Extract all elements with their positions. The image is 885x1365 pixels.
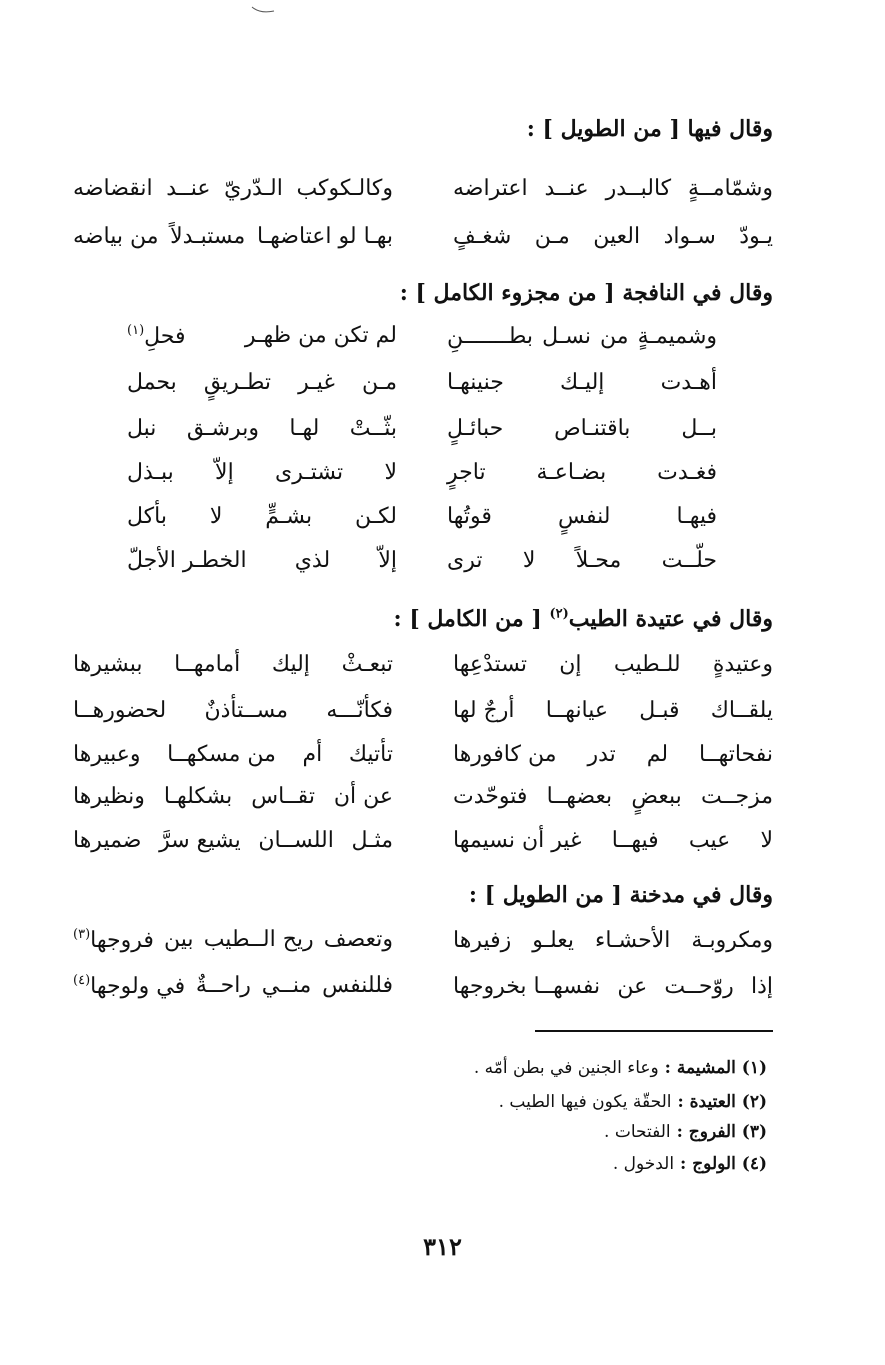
- word: تاجرٍ: [447, 459, 486, 485]
- word: من: [600, 323, 629, 349]
- word: وعبيرها: [73, 741, 141, 767]
- word: باقتنـاص: [554, 415, 631, 441]
- hemistich-second: [73, 784, 393, 809]
- hemistich-second: [73, 224, 393, 249]
- verse-line: [73, 820, 773, 860]
- word: أهـدت: [660, 369, 717, 395]
- word: وكالـكوكب: [296, 175, 393, 201]
- word: فيهـا: [676, 503, 717, 529]
- hemistich-first: [447, 324, 717, 349]
- word: لا: [522, 547, 536, 573]
- footnote-number: (٤): [741, 1154, 767, 1174]
- hemistich-first: [453, 784, 773, 809]
- hemistich-second: [127, 460, 397, 485]
- word: محـلاً: [575, 547, 622, 573]
- word: إلاّ: [215, 459, 234, 485]
- word: عنــد: [544, 175, 589, 201]
- word: للـطيب: [613, 651, 681, 677]
- verse-line: [73, 776, 773, 816]
- verse-line: [127, 408, 717, 448]
- word-text: في ولوجها: [90, 973, 186, 999]
- footnote: [604, 1122, 767, 1142]
- verse-line: [127, 362, 717, 402]
- hemistich-second: [73, 742, 393, 767]
- word: نفحاتهــا: [698, 741, 773, 767]
- word: بشـمٍّ: [265, 503, 313, 529]
- hemistich-first: [453, 828, 773, 853]
- word: ببـذل: [127, 459, 174, 485]
- word: بطـــــــنِ: [447, 323, 534, 349]
- word: بحمل: [127, 369, 177, 395]
- word: وشمّامــةٍ: [688, 175, 773, 201]
- word: لنفسٍ: [557, 503, 611, 529]
- word: [127, 323, 186, 348]
- footnote-number: (١): [741, 1058, 767, 1078]
- footnote-marker: (١): [127, 323, 145, 339]
- hemistich-second: [127, 323, 397, 348]
- word: بثّــتْ: [349, 415, 397, 441]
- hemistich-first: [447, 460, 717, 485]
- word: تدر: [587, 741, 616, 767]
- word: ضميرها: [73, 827, 142, 853]
- word: لكـن: [354, 503, 397, 529]
- verse-line: [73, 216, 773, 256]
- word: عن: [617, 973, 648, 999]
- word: ونظيرها: [73, 783, 145, 809]
- hemistich-second: [127, 548, 397, 573]
- word: اعتراضه: [453, 175, 528, 201]
- word: قبـل: [639, 697, 680, 723]
- word: لا: [384, 459, 397, 485]
- verse-line: [73, 644, 773, 684]
- word-text: فروجها: [90, 927, 154, 953]
- word: ومكروبـة: [691, 927, 773, 953]
- footnote-term: الفروج :: [676, 1122, 736, 1142]
- word: فيهــا: [611, 827, 659, 853]
- word: فتوحّدت: [453, 783, 528, 809]
- verse-line: [73, 920, 773, 960]
- footnote-term: المشيمة :: [664, 1058, 736, 1078]
- word: ريح الــطيب: [203, 927, 314, 953]
- word: تستدْعِها: [453, 651, 527, 677]
- word: ببشيرها: [73, 651, 143, 677]
- word: وبرشـق: [186, 415, 259, 441]
- footnote-text: الدخول .: [612, 1154, 675, 1174]
- word: بضـاعـة: [536, 459, 607, 485]
- word: لا: [209, 503, 223, 529]
- footnote-marker: (٣): [73, 927, 91, 943]
- hemistich-second: [73, 828, 393, 853]
- word: لا: [760, 827, 773, 853]
- word: فغـدت: [657, 459, 717, 485]
- word: العين: [593, 223, 641, 249]
- word: لم: [646, 741, 669, 767]
- hemistich-second: [73, 973, 393, 998]
- footnote-divider: [535, 1030, 773, 1032]
- word: كالبــدر: [605, 175, 672, 201]
- word: بــل: [681, 415, 717, 441]
- word: يعلـو: [532, 927, 575, 953]
- hemistich-first: [453, 652, 773, 677]
- footnote-number: (٢): [741, 1092, 767, 1112]
- word: من كافورها: [453, 741, 557, 767]
- word: إليك: [271, 651, 310, 677]
- word: غيـر: [298, 369, 335, 395]
- hemistich-first: [453, 974, 773, 999]
- hemistich-first: [453, 742, 773, 767]
- word: حلّــت: [661, 547, 717, 573]
- section-intro: وقال في النافجة [ من مجزوء الكامل ] :: [399, 280, 773, 306]
- word: بين: [164, 927, 194, 953]
- word: لم تكن من ظهـر: [244, 323, 397, 349]
- word: مـن: [534, 223, 570, 249]
- footnote-text: الفتحات .: [604, 1122, 671, 1142]
- word: من مسكهــا: [167, 741, 276, 767]
- footnote-number: (٣): [741, 1122, 767, 1142]
- word: إليـك: [559, 369, 605, 395]
- word: غير أن نسيمها: [453, 827, 582, 853]
- verse-line: [73, 966, 773, 1006]
- word: زفيرها: [453, 927, 512, 953]
- hemistich-first: [447, 504, 717, 529]
- word: يشيع سرَّ: [159, 827, 241, 853]
- word: الـدّريّ: [224, 175, 283, 201]
- word: عن أن: [333, 783, 393, 809]
- word: منــي: [261, 973, 312, 999]
- word: عيانهــا: [545, 697, 609, 723]
- footnote-text: الحقّة يكون فيها الطيب .: [498, 1092, 672, 1112]
- word: فللنفس: [322, 973, 393, 999]
- verse-line: [127, 452, 717, 492]
- verse-line: [127, 316, 717, 356]
- hemistich-first: [447, 416, 717, 441]
- word: أرجٌ لها: [453, 697, 515, 723]
- word: يلقــاك: [710, 697, 773, 723]
- word: الخطـر الأجلّ: [127, 547, 247, 573]
- word: إذا: [750, 973, 773, 999]
- verse-line: [127, 496, 717, 536]
- word: انقضاضه: [73, 175, 153, 201]
- word: مثـل: [351, 827, 393, 853]
- footnote-term: الولوج :: [680, 1154, 736, 1174]
- hemistich-first: [453, 698, 773, 723]
- section-intro: وقال في مدخنة [ من الطويل ] :: [468, 882, 773, 908]
- word: سـواد: [663, 223, 716, 249]
- word: تبعـثْ: [341, 651, 393, 677]
- word: تطـريقٍ: [203, 369, 272, 395]
- footnote: [474, 1058, 767, 1078]
- word: اللســان: [258, 827, 334, 853]
- verse-line: [73, 734, 773, 774]
- hemistich-second: [73, 927, 393, 952]
- word: عنــد: [166, 175, 211, 201]
- word: من بياضه: [73, 223, 159, 249]
- page-number: ٣١٢: [423, 1232, 462, 1261]
- word: وعتيدةٍ: [712, 651, 773, 677]
- hemistich-second: [127, 370, 397, 395]
- word: تشتـرى: [274, 459, 344, 485]
- word: أمامهــا: [174, 651, 241, 677]
- word: مزجــت: [700, 783, 773, 809]
- word: ببعضٍ: [631, 783, 682, 809]
- section-intro: وقال فيها [ من الطويل ] :: [526, 116, 773, 142]
- word: [73, 973, 185, 998]
- verse-line: [73, 690, 773, 730]
- word: قوتُها: [447, 503, 492, 529]
- word: راحــةٌ: [195, 973, 251, 999]
- footnote-marker: (٤): [73, 973, 91, 989]
- word: نسـل: [542, 323, 591, 349]
- word: مـن: [362, 369, 397, 395]
- word: جنينهـا: [447, 369, 504, 395]
- word: لهـا: [289, 415, 320, 441]
- word: نبل: [127, 415, 157, 441]
- word: وتعصف: [323, 927, 393, 953]
- footnote: [499, 1092, 767, 1112]
- word: إلاّ: [378, 547, 397, 573]
- scan-mark: [250, 0, 280, 10]
- verse-line: [73, 168, 773, 208]
- word: يـودّ: [739, 223, 773, 249]
- hemistich-second: [127, 504, 397, 529]
- word: بأكل: [127, 503, 167, 529]
- verse-line: [127, 540, 717, 580]
- intro-text-end: [ من الكامل ] :: [393, 606, 542, 632]
- word: ترى: [447, 547, 483, 573]
- hemistich-first: [453, 224, 773, 249]
- hemistich-first: [453, 176, 773, 201]
- word: إن: [559, 651, 582, 677]
- word: حبائـلٍ: [447, 415, 504, 441]
- word: عيب: [688, 827, 731, 853]
- word: تقــاس: [251, 783, 315, 809]
- word: أم: [302, 741, 323, 767]
- intro-text: وقال في عتيدة الطيب: [568, 606, 773, 632]
- word-text: فحلِ: [144, 323, 186, 349]
- word: لذي: [294, 547, 331, 573]
- hemistich-first: [453, 928, 773, 953]
- word: شغـفٍ: [453, 223, 512, 249]
- word: روّحــت: [664, 973, 734, 999]
- hemistich-second: [127, 416, 397, 441]
- word: وشميمـةٍ: [637, 323, 717, 349]
- footnote-marker: (٢): [549, 606, 569, 622]
- footnote-text: وعاء الجنين في بطن أمّه .: [473, 1058, 659, 1078]
- word: [73, 927, 154, 952]
- word: فكأنّـــه: [326, 697, 393, 723]
- hemistich-second: [73, 698, 393, 723]
- word: لحضورهــا: [73, 697, 167, 723]
- footnote: [613, 1154, 767, 1174]
- word: مستبـدلاً: [170, 223, 246, 249]
- footnote-term: العتيدة :: [677, 1092, 736, 1112]
- word: تأتيك: [348, 741, 393, 767]
- word: مســتأذنٌ: [204, 697, 289, 723]
- hemistich-second: [73, 652, 393, 677]
- hemistich-second: [73, 176, 393, 201]
- word: بشكلهـا: [163, 783, 233, 809]
- word: بهـا لو اعتاضهـا: [256, 223, 393, 249]
- hemistich-first: [447, 548, 717, 573]
- word: بعضهــا: [546, 783, 613, 809]
- section-intro: [394, 606, 773, 632]
- hemistich-first: [447, 370, 717, 395]
- word: نفسهــا بخروجها: [453, 973, 601, 999]
- word: الأحشـاء: [594, 927, 671, 953]
